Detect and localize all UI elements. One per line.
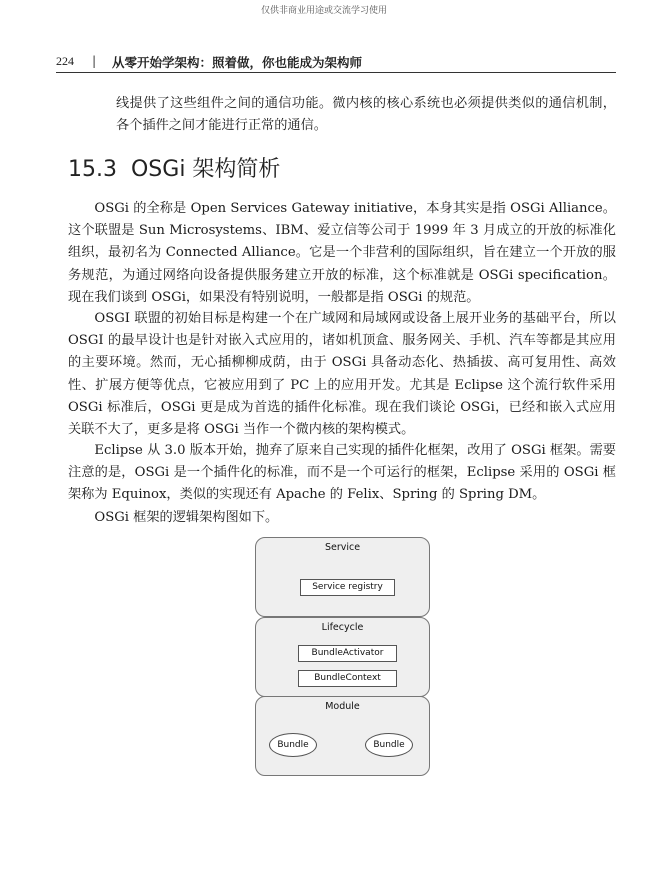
bundle-activator-box: BundleActivator: [298, 645, 397, 662]
module-layer: [255, 696, 430, 776]
bundle-ellipse-right: Bundle: [365, 733, 413, 757]
header-separator: |: [92, 53, 97, 68]
paragraph-1: OSGi 的全称是 Open Services Gateway initiative，本身其实是指 OSGi Alliance。这个联盟是 Sun Microsystems、IBM、爱立信等公司于 1999 年 3 月成立的开放的标准化组织，最初名为 Connected Alliance。它是一个非营利的国际组织，旨在建立一个开放的服务规范，为通过网络向设备提供服务建立开放的标准，这个标准就是 OSGi specification。现在我们谈到 OSGi，如果没有特别说明，一般都是指 OSGi 的规范。: [68, 201, 616, 305]
section-number: 15.3: [68, 157, 117, 182]
osgi-architecture-diagram: [255, 537, 430, 777]
continuation-paragraph: 线提供了这些组件之间的通信功能。微内核的核心系统也必须提供类似的通信机制，各个插件之间才能进行正常的通信。: [116, 96, 616, 134]
service-registry-box: Service registry: [300, 579, 395, 596]
paragraph-2: OSGI 联盟的初始目标是构建一个在广域网和局域网或设备上展开业务的基础平台，所以 OSGI 的最早设计也是针对嵌入式应用的，诸如机顶盒、服务网关、手机、汽车等都是其应用的主要环境。然而，无心插柳柳成荫，由于 OSGi 具备动态化、热插拔、高可复用性、高效性、扩展方便等优点，它被应用到了 PC 上的应用开发。尤其是 Eclipse 这个流行软件采用 OSGi 标准后，OSGi 更是成为首选的插件化标准。现在我们谈论 OSGi，已经和嵌入式应用关联不大了，更多是将 OSGi 当作一个微内核的架构模式。: [68, 311, 616, 438]
running-header: [56, 50, 616, 72]
service-layer: [255, 537, 430, 617]
page-number: 224: [56, 54, 74, 68]
paragraph-4: OSGi 框架的逻辑架构图如下。: [94, 510, 279, 525]
section-heading: [68, 152, 280, 183]
watermark-text: 仅供非商业用途或交流学习使用: [260, 6, 387, 16]
lifecycle-layer: [255, 617, 430, 697]
paragraph-3: Eclipse 从 3.0 版本开始，抛弃了原来自己实现的插件化框架，改用了 OSGi 框架。需要注意的是，OSGi 是一个插件化的标准，而不是一个可运行的框架，Eclipse 采用的 OSGi 框架称为 Equinox，类似的实现还有 Apache 的 Felix、Spring 的 Spring DM。: [68, 443, 616, 503]
bundle-context-box: BundleContext: [298, 670, 397, 687]
section-title: OSGi 架构简析: [130, 157, 281, 182]
service-layer-title: Service: [324, 542, 361, 553]
module-layer-title: Module: [325, 701, 360, 712]
lifecycle-layer-title: Lifecycle: [321, 622, 364, 633]
bundle-ellipse-left: Bundle: [269, 733, 317, 757]
book-title: 从零开始学架构：照着做，你也能成为架构师: [112, 55, 363, 70]
header-rule: [56, 72, 616, 73]
